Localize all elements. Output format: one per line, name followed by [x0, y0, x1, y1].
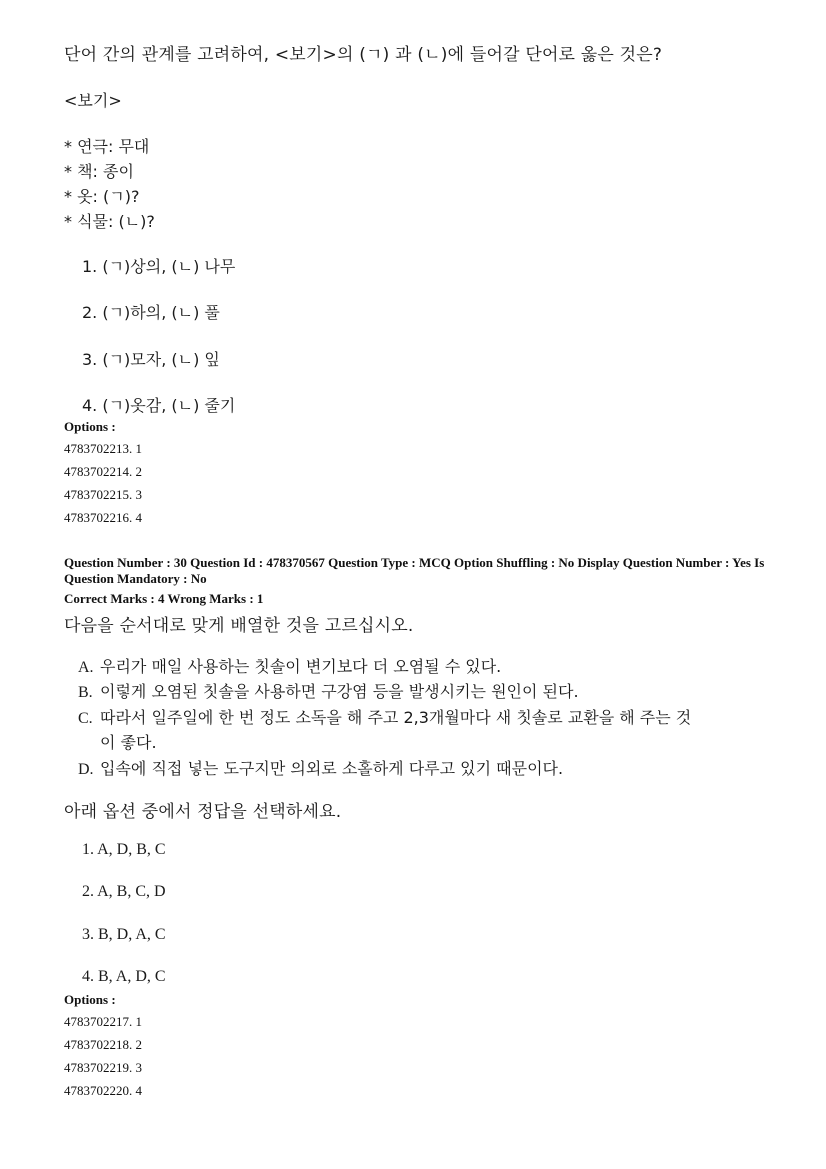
q30-statement-c [78, 705, 691, 728]
q29-choice-1: 1. (ㄱ)상의, (ㄴ) 나무 [82, 257, 236, 276]
q29-option-id: 4783702216. 4 [64, 510, 142, 525]
statement-letter: A. [78, 659, 94, 676]
q29-item: * 옷: (ㄱ)? [64, 187, 140, 206]
q29-prompt: 단어 간의 관계를 고려하여, <보기>의 (ㄱ) 과 (ㄴ)에 들어갈 단어로 옳은 것은? [64, 45, 663, 65]
q29-choice-3: 3. (ㄱ)모자, (ㄴ) 잎 [82, 350, 220, 369]
q30-choice-1: 1. A, D, B, C [82, 841, 166, 858]
statement-letter: D. [78, 761, 94, 778]
q30-option-id: 4783702220. 4 [64, 1083, 142, 1098]
q30-metadata: Question Number : 30 Question Id : 478370567 Question Type : MCQ Option Shuffling : No Display Question Number : Yes Is Question Mandatory : No [64, 555, 765, 586]
q29-option-id: 4783702215. 3 [64, 487, 142, 502]
q30-prompt: 다음을 순서대로 맞게 배열한 것을 고르십시오. [64, 616, 414, 636]
q30-instruction: 아래 옵션 중에서 정답을 선택하세요. [64, 802, 342, 822]
q30-option-id: 4783702218. 2 [64, 1037, 142, 1052]
statement-text: 입속에 직접 넣는 도구지만 의외로 소홀하게 다루고 있기 때문이다. [100, 759, 564, 778]
q29-item: * 책: 종이 [64, 162, 134, 181]
q29-choice-4: 4. (ㄱ)옷감, (ㄴ) 줄기 [82, 396, 236, 415]
q30-option-id: 4783702217. 1 [64, 1014, 142, 1029]
q29-item: * 연극: 무대 [64, 137, 150, 156]
q30-statement-d [78, 756, 563, 779]
q29-box-title: <보기> [64, 91, 122, 110]
statement-text: 따라서 일주일에 한 번 정도 소독을 해 주고 2,3개월마다 새 칫솔로 교환을 해 주는 것 [100, 708, 692, 727]
q30-choice-3: 3. B, D, A, C [82, 926, 166, 943]
statement-text: 우리가 매일 사용하는 칫솔이 변기보다 더 오염될 수 있다. [100, 657, 502, 676]
q30-option-id: 4783702219. 3 [64, 1060, 142, 1075]
q29-item: * 식물: (ㄴ)? [64, 212, 155, 231]
q30-statement-a [78, 654, 501, 677]
q29-option-id: 4783702214. 2 [64, 464, 142, 479]
statement-letter: C. [78, 710, 93, 727]
q29-options-label: Options : [64, 419, 116, 434]
q29-choice-2: 2. (ㄱ)하의, (ㄴ) 풀 [82, 303, 220, 322]
q30-choice-4: 4. B, A, D, C [82, 968, 166, 985]
q30-statement-b [78, 679, 579, 702]
statement-text: 이렇게 오염된 칫솔을 사용하면 구강염 등을 발생시키는 원인이 된다. [100, 682, 579, 701]
q30-choice-2: 2. A, B, C, D [82, 883, 166, 900]
q29-option-id: 4783702213. 1 [64, 441, 142, 456]
q30-marks: Correct Marks : 4 Wrong Marks : 1 [64, 591, 264, 606]
statement-letter: B. [78, 684, 93, 701]
q30-statement-c-continuation: 이 좋다. [100, 733, 157, 752]
q30-options-label: Options : [64, 992, 116, 1007]
